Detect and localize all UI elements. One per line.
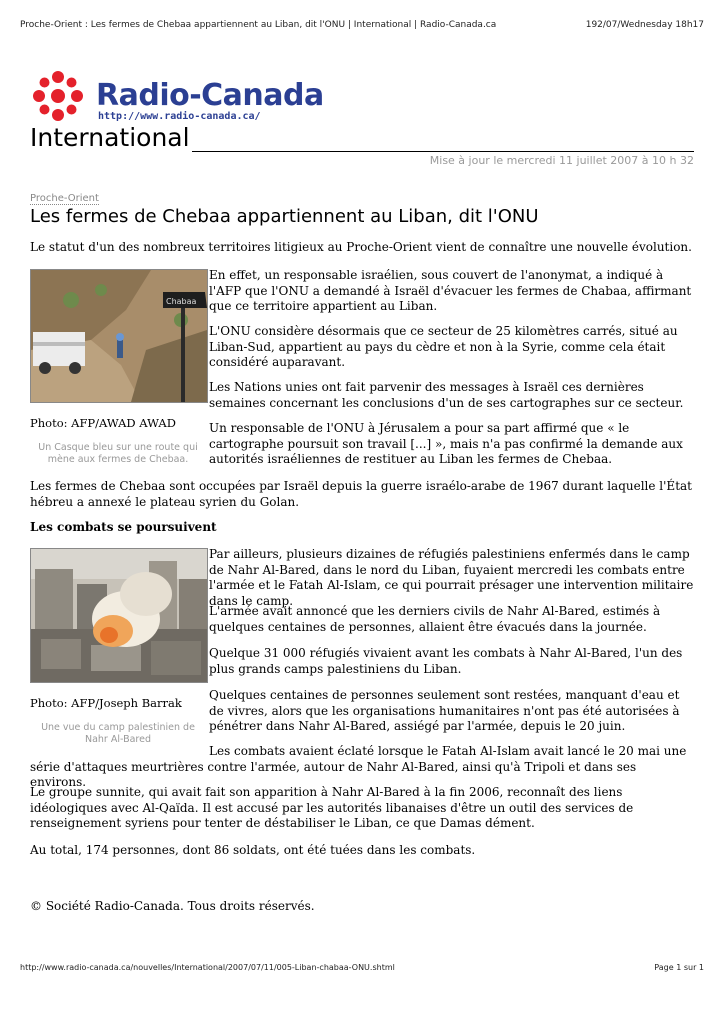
print-header-date: 192/07/Wednesday 18h17 bbox=[585, 20, 704, 30]
photo-nahr-al-bared bbox=[30, 548, 208, 683]
photo-chebaa bbox=[30, 269, 208, 403]
print-header-title: Proche-Orient : Les fermes de Chebaa appartiennent au Liban, dit l'ONU | International | Radio-Canada.ca bbox=[20, 20, 497, 30]
photo-credit-1: Photo: AFP/AWAD AWAD bbox=[30, 416, 176, 430]
paragraph: Par ailleurs, plusieurs dizaines de réfugiés palestiniens enfermés dans le camp de Nahr Al-Bared, dans le nord du Liban, fuyaient mercredi les combats entre l'armée et le Fatah Al-Islam, ce qui pourrait présager une intervention militaire dans le camp. bbox=[209, 547, 694, 608]
print-footer-url[interactable]: http://www.radio-canada.ca/nouvelles/International/2007/07/11/005-Liban-chabaa-ONU.shtml bbox=[20, 963, 395, 972]
paragraph-golan: Les fermes de Chebaa sont occupées par Israël depuis la guerre israélo-arabe de 1967 durant laquelle l'État hébreu a annexé le plateau syrien du Golan. bbox=[30, 479, 692, 509]
print-footer-page: Page 1 sur 1 bbox=[654, 963, 704, 972]
photo-caption-1: Un Casque bleu sur une route qui mène aux fermes de Chebaa. bbox=[38, 442, 198, 465]
paragraph-wrap: Les combats avaient éclaté lorsque le Fatah Al-Islam avait lancé le 20 mai une série d'attaques meurtrières contre l'armée, autour de Nahr Al-Bared, ainsi qu'à Tripoli et dans ses environs. bbox=[30, 744, 687, 789]
paragraph: Quelque 31 000 réfugiés vivaient avant les combats à Nahr Al-Bared, l'un des plus grands camps palestiniens du Liban. bbox=[209, 646, 683, 676]
section-subheading: Les combats se poursuivent bbox=[30, 520, 217, 534]
paragraph: L'ONU considère désormais que ce secteur de 25 kilomètres carrés, situé au Liban-Sud, appartient au pays du cèdre et non à la Syrie, comme cela était considéré auparavant. bbox=[209, 324, 678, 369]
paragraph: Les Nations unies ont fait parvenir des messages à Israël ces dernières semaines concernant les conclusions d'un de ses cartographes sur ce secteur. bbox=[209, 380, 684, 410]
paragraph: En effet, un responsable israélien, sous couvert de l'anonymat, a indiqué à l'AFP que l'ONU a demandé à Israël d'évacuer les fermes de Chabaa, affirmant que ce territoire appartient au Liban. bbox=[209, 268, 692, 313]
article-title: Les fermes de Chebaa appartiennent au Liban, dit l'ONU bbox=[30, 206, 539, 227]
radio-canada-logo-icon[interactable] bbox=[30, 68, 86, 124]
road-sign-text: Chabaa bbox=[166, 297, 197, 306]
brand-url[interactable]: http://www.radio-canada.ca/ bbox=[98, 111, 261, 122]
photo-credit-2: Photo: AFP/Joseph Barrak bbox=[30, 696, 182, 710]
section-divider bbox=[192, 151, 694, 152]
paragraph: Un responsable de l'ONU à Jérusalem a pour sa part affirmé que « le cartographe poursuit son travail [...] », mais n'a pas confirmé la demande aux autorités israéliennes de restituer au Liban les fermes de Chebaa. bbox=[209, 421, 683, 466]
photo-caption-2: Une vue du camp palestinien de Nahr Al-Bared bbox=[41, 722, 195, 745]
section-title: International bbox=[30, 123, 190, 152]
paragraph-sunnite: Le groupe sunnite, qui avait fait son apparition à Nahr Al-Bared à la fin 2006, reconnaît des liens idéologiques avec Al-Qaïda. Il est accusé par les autorités libanaises d'être un outil des services de renseignement syriens pour tenter de déstabiliser le Liban, ce que Damas dément. bbox=[30, 785, 634, 830]
paragraph: Quelques centaines de personnes seulement sont restées, manquant d'eau et de vivres, alors que les organisations humanitaires n'ont pas été autorisées à pénétrer dans Nahr Al-Bared, assiégé par l'armée, depuis le 20 juin. bbox=[209, 688, 680, 733]
update-timestamp: Mise à jour le mercredi 11 juillet 2007 à 10 h 32 bbox=[429, 154, 694, 167]
article-lead: Le statut d'un des nombreux territoires litigieux au Proche-Orient vient de connaître une nouvelle évolution. bbox=[30, 240, 692, 254]
brand-name[interactable]: Radio-Canada bbox=[96, 78, 324, 113]
copyright: © Société Radio-Canada. Tous droits réservés. bbox=[30, 899, 315, 913]
breadcrumb[interactable]: Proche-Orient bbox=[30, 193, 99, 204]
paragraph: L'armée avait annoncé que les derniers civils de Nahr Al-Bared, estimés à quelques centaines de personnes, allaient être évacués dans la journée. bbox=[209, 604, 661, 634]
paragraph-total: Au total, 174 personnes, dont 86 soldats, ont été tuées dans les combats. bbox=[30, 843, 476, 857]
